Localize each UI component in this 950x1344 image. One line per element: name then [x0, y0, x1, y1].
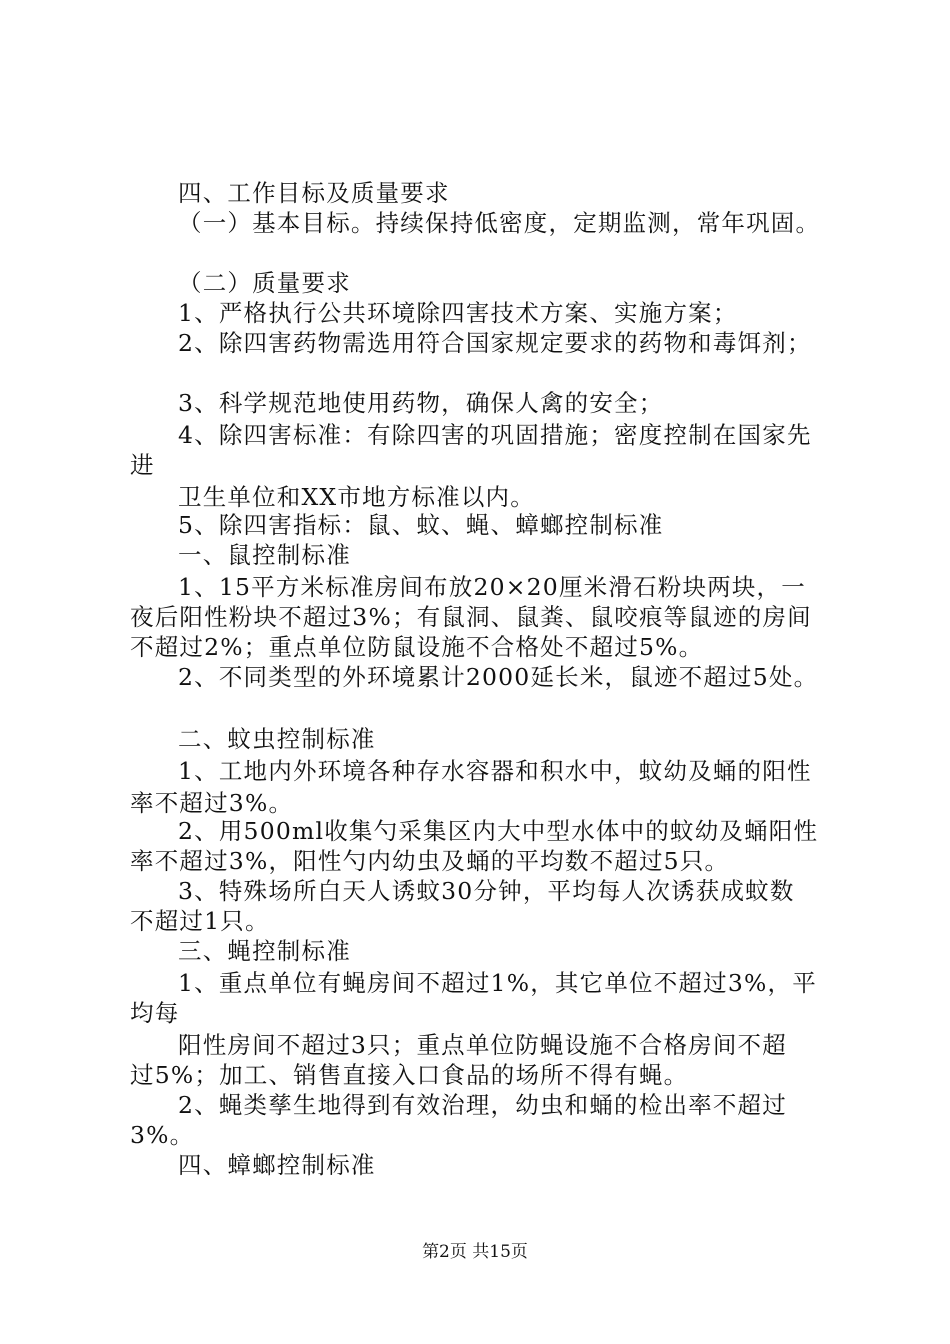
- rat-item-2: 2、不同类型的外环境累计2000延长米，鼠迹不超过5处。: [178, 663, 819, 691]
- list-item-2: 2、除四害药物需选用符合国家规定要求的药物和毒饵剂；: [178, 329, 812, 357]
- list-item-3: 3、科学规范地使用药物，确保人禽的安全；: [178, 389, 664, 417]
- fly-item-1-cont: 阳性房间不超过3只；重点单位防蝇设施不合格房间不超: [178, 1031, 787, 1059]
- heading-fly-control: 三、蝇控制标准: [178, 937, 351, 965]
- heading-rat-control: 一、鼠控制标准: [178, 541, 351, 569]
- paragraph-basic-goal: （一）基本目标。持续保持低密度，定期监测，常年巩固。: [178, 209, 821, 237]
- heading-cockroach-control: 四、蟑螂控制标准: [178, 1151, 376, 1179]
- list-item-4-wrap: 进: [130, 451, 155, 479]
- mosquito-item-2-line2: 率不超过3%，阳性勺内幼虫及蛹的平均数不超过5只。: [130, 847, 730, 875]
- rat-item-1-line3: 不超过2%；重点单位防鼠设施不合格处不超过5%。: [130, 633, 704, 661]
- heading-mosquito-control: 二、蚊虫控制标准: [178, 725, 376, 753]
- list-item-5: 5、除四害指标：鼠、蚊、蝇、蟑螂控制标准: [178, 511, 664, 539]
- mosquito-item-1-line2: 率不超过3%。: [130, 789, 294, 817]
- list-item-1: 1、严格执行公共环境除四害技术方案、实施方案；: [178, 299, 738, 327]
- mosquito-item-1: 1、工地内外环境各种存水容器和积水中，蚊幼及蛹的阳性: [178, 757, 812, 785]
- rat-item-1-line2: 夜后阳性粉块不超过3%；有鼠洞、鼠粪、鼠咬痕等鼠迹的房间: [130, 603, 812, 631]
- mosquito-item-2: 2、用500ml收集勺采集区内大中型水体中的蚊幼及蛹阳性: [178, 817, 819, 845]
- mosquito-item-3: 3、特殊场所白天人诱蚊30分钟，平均每人次诱获成蚊数: [178, 877, 795, 905]
- fly-item-1: 1、重点单位有蝇房间不超过1%，其它单位不超过3%，平: [178, 969, 817, 997]
- mosquito-item-3-line2: 不超过1只。: [130, 907, 270, 935]
- section-heading-goals: 四、工作目标及质量要求: [178, 179, 450, 207]
- rat-item-1: 1、15平方米标准房间布放20×20厘米滑石粉块两块，一: [178, 573, 806, 601]
- fly-item-1-wrap: 均每: [130, 999, 180, 1027]
- page-footer: 第2页 共15页: [422, 1242, 528, 1262]
- list-item-4: 4、除四害标准：有除四害的巩固措施；密度控制在国家先: [178, 421, 812, 449]
- subheading-quality-requirements: （二）质量要求: [178, 269, 351, 297]
- fly-item-1-line3: 过5%；加工、销售直接入口食品的场所不得有蝇。: [130, 1061, 689, 1089]
- fly-item-2: 2、蝇类孳生地得到有效治理，幼虫和蛹的检出率不超过: [178, 1091, 787, 1119]
- list-item-4-cont: 卫生单位和XX市地方标准以内。: [178, 483, 535, 511]
- fly-item-2-line2: 3%。: [130, 1121, 195, 1149]
